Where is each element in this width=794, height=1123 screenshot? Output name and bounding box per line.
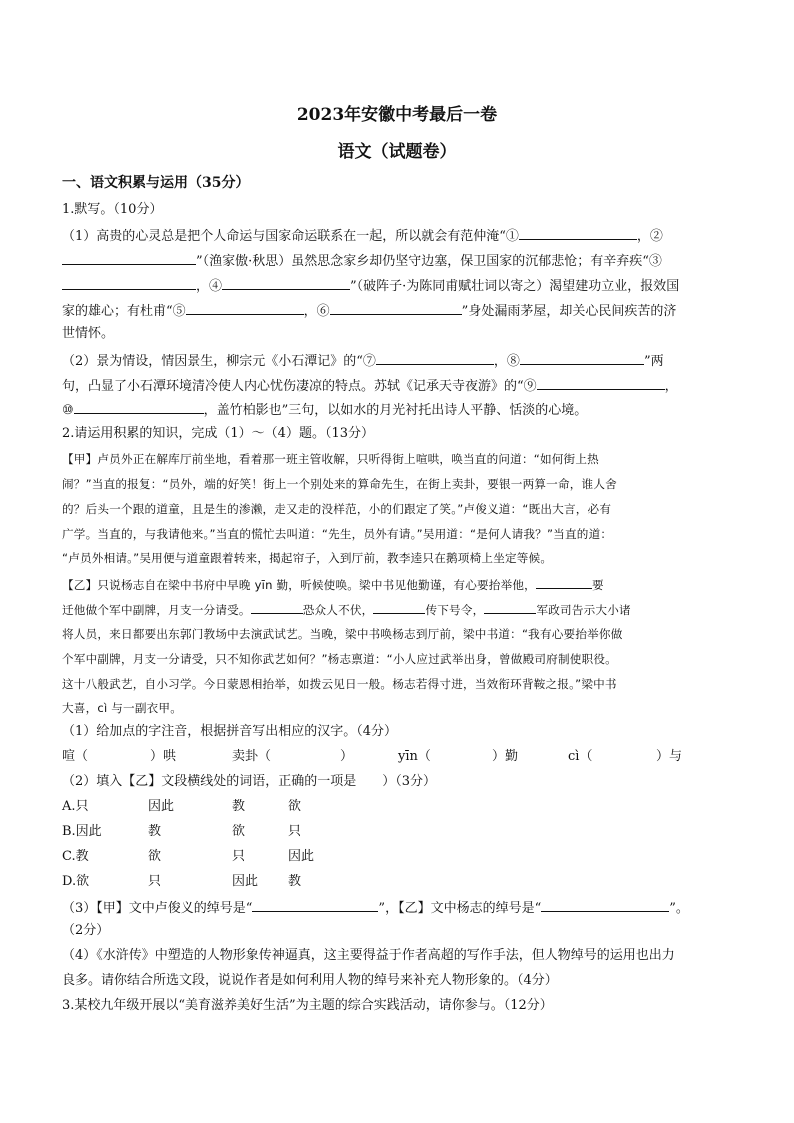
text-segment: 恐众人不伏， — [302, 603, 374, 617]
passage-yi-line2 — [62, 599, 738, 620]
q1-para1-line2 — [62, 250, 738, 272]
answer-blank[interactable] — [74, 399, 204, 414]
passage-yi-line3: 将人员，来日都要出东郭门教场中去演武试艺。当晚，梁中书唤杨志到厅前，梁中书道：“我有心要抬举你做 — [62, 627, 623, 641]
q2-sub3-score: （2分） — [62, 923, 110, 938]
text-segment: ， — [664, 379, 678, 394]
choice-label[interactable]: D.欲 — [62, 874, 90, 889]
q3-heading: 3.某校九年级开展以“美育滋养美好生活”为主题的综合实践活动，请你参与。（12分） — [62, 998, 553, 1013]
q2-heading: 2.请运用积累的知识，完成（1）～（4）题。（13分） — [62, 426, 374, 441]
text-segment: 迁他做个军中副牌，月支一分请受。 — [62, 603, 251, 617]
pinyin-item: yīn（ — [398, 749, 431, 764]
text-segment: （2）景为情设，情因景生，柳宗元《小石潭记》的“⑦ — [62, 354, 376, 369]
passage-yi-line4: 个军中副牌，月支一分请受，只不知你武艺如何？”杨志禀道：“小人应过武举出身，曾做殿司府制使职役。 — [62, 652, 617, 666]
exam-subtitle: 语文（试题卷） — [337, 142, 457, 162]
exam-title: 2023年安徽中考最后一卷 — [296, 105, 498, 125]
q1-para2-line3 — [62, 399, 738, 421]
text-segment: 家的雄心；有杜甫“⑤ — [62, 304, 186, 319]
choice-label[interactable]: A.只 — [62, 799, 89, 814]
text-segment: 【乙】只说杨志自在梁中书府中早晚 yīn 勤，听候使唤。梁中书见他勤谨，有心要抬举他， — [62, 578, 536, 592]
q1-para1-line1 — [62, 225, 738, 247]
text-segment: ⑩ — [62, 403, 74, 418]
text-segment: ”。 — [669, 901, 689, 916]
choice-word: 教 — [148, 824, 162, 839]
pinyin-item: cì（ — [568, 749, 593, 764]
text-segment: ，盖竹柏影也”三句，以如水的月光衬托出诗人平静、恬淡的心境。 — [203, 403, 588, 418]
q1-para2-line2 — [62, 375, 738, 397]
q2-sub1: （1）给加点的字注音，根据拼音写出相应的汉字。（4分） — [62, 724, 398, 739]
passage-jia-line: 的？后头一个跟的道童，且是生的渗濑，走又走的没样范，小的们跟定了笑。”卢俊义道：“既出大言，必有 — [62, 502, 612, 516]
q2-sub2: （2）填入【乙】文段横线处的词语，正确的一项是 ）（3分） — [62, 774, 437, 789]
choice-word: 欲 — [288, 799, 302, 814]
text-segment: 军政司告示大小诸 — [536, 603, 631, 617]
q2-sub3 — [62, 897, 738, 919]
passage-yi-line5: 这十八般武艺，自小习学。今日蒙恩相抬举，如拨云见日一般。杨志若得寸进，当效衔环背鞍之报。”梁中书 — [62, 677, 617, 691]
passage-yi-line1 — [62, 574, 738, 595]
answer-blank[interactable] — [376, 350, 494, 365]
pinyin-item: 卖卦（ — [232, 749, 272, 764]
answer-blank[interactable] — [541, 897, 669, 912]
text-segment: 要 — [591, 578, 604, 592]
choice-word: 只 — [148, 874, 162, 889]
text-segment: ，⑥ — [303, 304, 330, 319]
choice-word: 欲 — [232, 824, 246, 839]
text-segment: ，② — [636, 229, 663, 244]
answer-blank[interactable] — [520, 350, 644, 365]
choice-word: 教 — [232, 799, 246, 814]
answer-blank[interactable] — [373, 599, 425, 614]
passage-jia-line: 【甲】卢员外正在解库厅前坐地，看着那一班主管收解，只听得街上喧哄，唤当直的问道：“如何街上热 — [62, 452, 599, 466]
answer-blank[interactable] — [537, 375, 665, 390]
text-segment: ”（破阵子·为陈同甫赋壮词以寄之）渴望建功立业，报效国 — [350, 279, 680, 294]
pinyin-item: 喧（ — [62, 749, 89, 764]
passage-jia-line: 广学。当直的，与我请他来。”当直的慌忙去叫道：“先生，员外有请。”吴用道：“是何人请我？”当直的道： — [62, 527, 613, 541]
answer-blank[interactable] — [536, 574, 592, 589]
q1-para1-line4 — [62, 300, 738, 322]
choice-word: 只 — [288, 824, 302, 839]
text-segment: ”（渔家傲·秋思）虽然思念家乡却仍坚守边塞，保卫国家的沉郁悲怆；有辛弃疾“③ — [196, 254, 662, 269]
choice-word: 教 — [288, 874, 302, 889]
answer-blank[interactable] — [222, 275, 350, 290]
choice-word: 欲 — [148, 849, 162, 864]
answer-blank[interactable] — [519, 225, 637, 240]
text-segment: ”两 — [643, 354, 664, 369]
text-segment: （1）高贵的心灵总是把个人命运与国家命运联系在一起，所以就会有范仲淹“① — [62, 229, 519, 244]
q1-para1-line5: 世情怀。 — [62, 326, 115, 341]
answer-blank[interactable] — [484, 599, 536, 614]
text-segment: ”，【乙】文中杨志的绰号是“ — [378, 901, 542, 916]
answer-blank[interactable] — [186, 300, 304, 315]
q2-sub4-line1: （4）《水浒传》中塑造的人物形象传神逼真，这主要得益于作者高超的写作手法，但人物绰号的运用也出力 — [62, 948, 675, 963]
q2-sub4-line2: 良多。请你结合所选文段，说说作者是如何利用人物的绰号来补充人物形象的。（4分） — [62, 973, 558, 988]
choice-word: 因此 — [232, 874, 259, 889]
q1-para1-line3 — [62, 275, 738, 297]
text-segment: 句，凸显了小石潭环境清冷使人内心忧伤凄凉的特点。苏轼《记承天寺夜游》的“⑨ — [62, 379, 537, 394]
section-heading: 一、语文积累与运用（35分） — [62, 175, 250, 191]
passage-jia-line: “卢员外相请。”吴用便与道童跟着转来，揭起帘子，入到厅前，教李逵只在鹅项椅上坐定等候。 — [62, 551, 553, 565]
choice-label[interactable]: B.因此 — [62, 824, 102, 839]
answer-blank[interactable] — [330, 300, 462, 315]
passage-yi-line6: 大喜，cì 与一副衣甲。 — [62, 701, 183, 715]
choice-word: 因此 — [288, 849, 315, 864]
text-segment: ，④ — [196, 279, 223, 294]
answer-blank[interactable] — [251, 599, 303, 614]
answer-blank[interactable] — [62, 250, 196, 265]
text-segment: （3）【甲】文中卢俊义的绰号是“ — [62, 901, 253, 916]
pinyin-item: ）哄 — [150, 749, 177, 764]
choice-word: 因此 — [148, 799, 175, 814]
answer-blank[interactable] — [252, 897, 378, 912]
q1-heading: 1.默写。（10分） — [62, 202, 163, 217]
passage-jia-line: 闹？”当直的报复：“员外，端的好笑！街上一个别处来的算命先生，在街上卖卦，要银一两算一命，谁人舍 — [62, 477, 617, 491]
q1-para2-line1 — [62, 350, 738, 372]
pinyin-item: ） — [340, 749, 354, 764]
pinyin-item: ）勤 — [492, 749, 519, 764]
choice-word: 只 — [232, 849, 246, 864]
choice-label[interactable]: C.教 — [62, 849, 89, 864]
text-segment: ”身处漏雨茅屋，却关心民间疾苦的济 — [461, 304, 677, 319]
pinyin-item: ）与 — [656, 749, 683, 764]
text-segment: ，⑧ — [493, 354, 520, 369]
text-segment: 传下号令， — [425, 603, 485, 617]
answer-blank[interactable] — [62, 275, 196, 290]
